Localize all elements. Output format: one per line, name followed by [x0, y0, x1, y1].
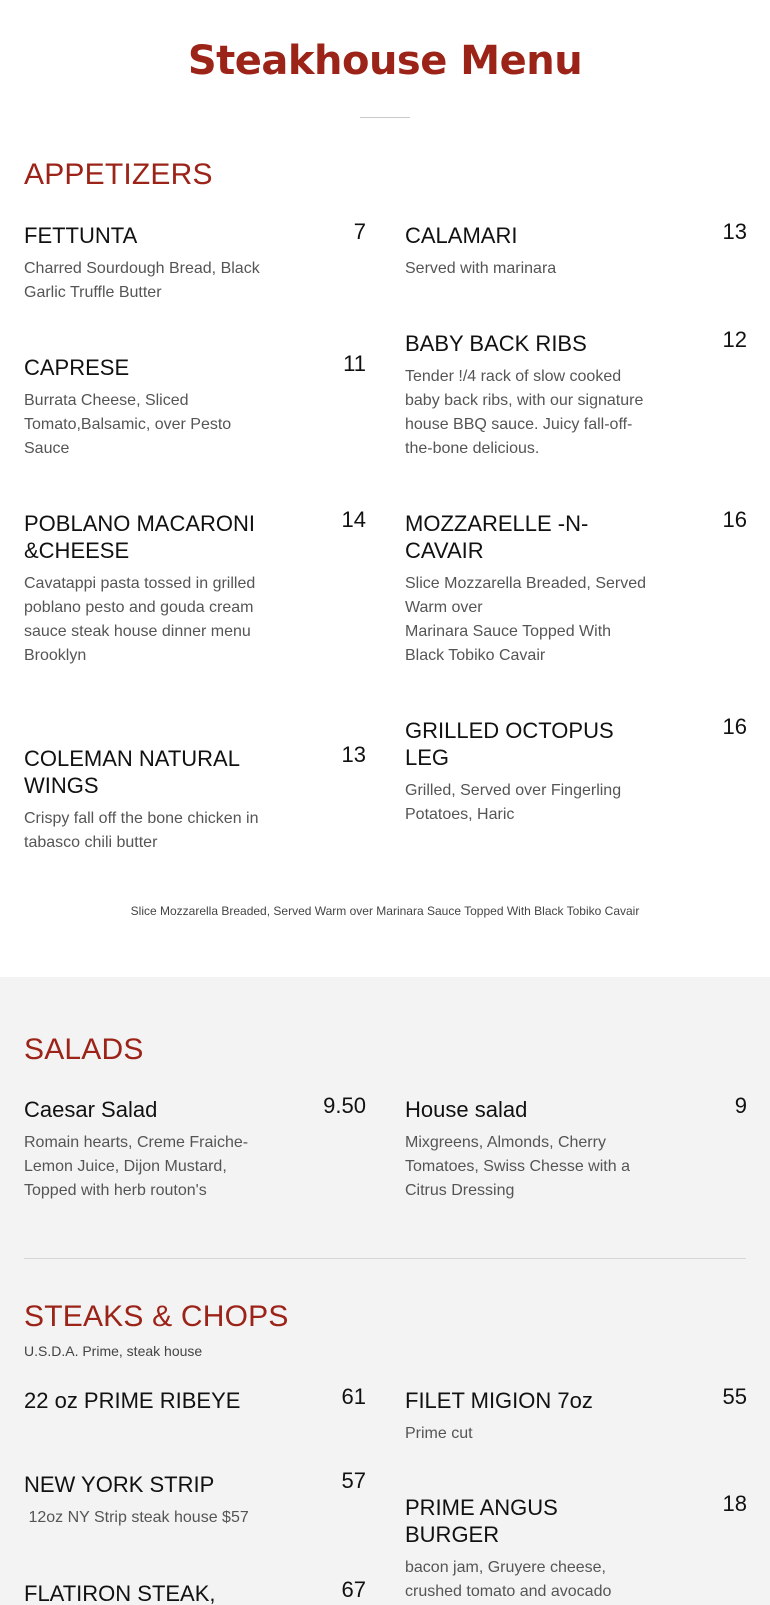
item-description: Mixgreens, Almonds, Cherry Tomatoes, Swiss Chesse with a Citrus Dressing — [405, 1134, 630, 1199]
page-title: Steakhouse Menu — [187, 38, 583, 84]
item-description: Charred Sourdough Bread, Black Garlic Truffle Butter — [24, 260, 260, 301]
item-price: 7 — [353, 219, 366, 244]
menu-item — [405, 219, 747, 281]
appetizers-heading: APPETIZERS — [24, 158, 213, 191]
item-name: House salad — [405, 1097, 528, 1122]
item-name: Caesar Salad — [24, 1097, 158, 1122]
menu-item — [405, 1093, 747, 1203]
menu-item — [24, 1468, 366, 1530]
item-name: COLEMAN NATURAL WINGS — [24, 746, 240, 798]
item-description: 12oz NY Strip steak house $57 — [24, 1509, 249, 1526]
steaks-subheading: U.S.D.A. Prime, steak house — [24, 1343, 203, 1359]
item-name: FLATIRON STEAK, — [24, 1581, 216, 1605]
item-price: 11 — [343, 351, 366, 376]
item-price: 13 — [722, 219, 747, 244]
item-description: Burrata Cheese, Sliced Tomato,Balsamic, over Pesto Sauce — [24, 392, 232, 457]
item-price: 14 — [341, 507, 366, 532]
item-description: Romain hearts, Creme Fraiche-Lemon Juice, Dijon Mustard, Topped with herb routon's — [24, 1134, 249, 1199]
item-name: CALAMARI — [405, 223, 518, 248]
item-name: FILET MIGION 7oz — [405, 1388, 593, 1413]
item-description: Prime cut — [405, 1425, 473, 1442]
item-name: GRILLED OCTOPUS LEG — [405, 718, 614, 770]
section-divider — [24, 1258, 746, 1259]
item-price: 9.50 — [323, 1093, 366, 1118]
menu-item — [24, 1577, 366, 1605]
item-description: Crispy fall off the bone chicken in tabasco chili butter — [24, 810, 259, 851]
salads-heading: SALADS — [24, 1033, 144, 1066]
steaks-heading: STEAKS & CHOPS — [24, 1300, 289, 1333]
menu-item — [24, 1093, 366, 1203]
item-price: 13 — [341, 742, 366, 767]
item-name: BABY BACK RIBS — [405, 331, 587, 356]
item-price: 57 — [341, 1468, 366, 1493]
item-price: 16 — [722, 714, 747, 739]
appetizers-footnote: Slice Mozzarella Breaded, Served Warm over Marinara Sauce Topped With Black Tobiko Cavair — [130, 904, 640, 918]
item-name: CAPRESE — [24, 355, 130, 380]
menu-item — [24, 1384, 366, 1414]
menu-item — [405, 714, 747, 827]
menu-item — [24, 507, 366, 668]
item-price: 18 — [722, 1491, 747, 1516]
item-description: Slice Mozzarella Breaded, Served Warm over Marinara Sauce Topped With Black Tobiko Cavair — [405, 575, 647, 664]
item-description: Served with marinara — [405, 260, 557, 277]
item-name: POBLANO MACARONI &CHEESE — [24, 511, 256, 563]
item-price: 16 — [722, 507, 747, 532]
menu-item — [24, 219, 366, 305]
menu-item — [405, 1491, 747, 1604]
item-name: 22 oz PRIME RIBEYE — [24, 1388, 241, 1413]
menu-item — [405, 1384, 747, 1446]
item-price: 12 — [722, 327, 747, 352]
item-description: Grilled, Served over Fingerling Potatoes, Haric — [405, 782, 622, 823]
item-description: Tender !/4 rack of slow cooked baby back ribs, with our signature house BBQ sauce. Juicy fall-off-the-bone delicious. — [405, 368, 644, 457]
menu-item — [24, 351, 366, 461]
item-price: 9 — [734, 1093, 747, 1118]
item-name: MOZZARELLE -N-CAVAIR — [405, 511, 589, 563]
menu-item — [24, 742, 366, 855]
menu-item — [405, 327, 747, 461]
item-price: 67 — [341, 1577, 366, 1602]
item-name: NEW YORK STRIP — [24, 1472, 215, 1497]
item-name: FETTUNTA — [24, 223, 138, 248]
title-divider — [360, 117, 410, 118]
item-price: 61 — [341, 1384, 366, 1409]
item-name: PRIME ANGUS BURGER — [405, 1495, 558, 1547]
item-price: 55 — [722, 1384, 747, 1409]
menu-item — [405, 507, 747, 668]
item-description: bacon jam, Gruyere cheese, crushed tomato and avocado — [405, 1559, 612, 1600]
item-description: Cavatappi pasta tossed in grilled poblano pesto and gouda cream sauce steak house dinner menu Brooklyn — [24, 575, 256, 664]
